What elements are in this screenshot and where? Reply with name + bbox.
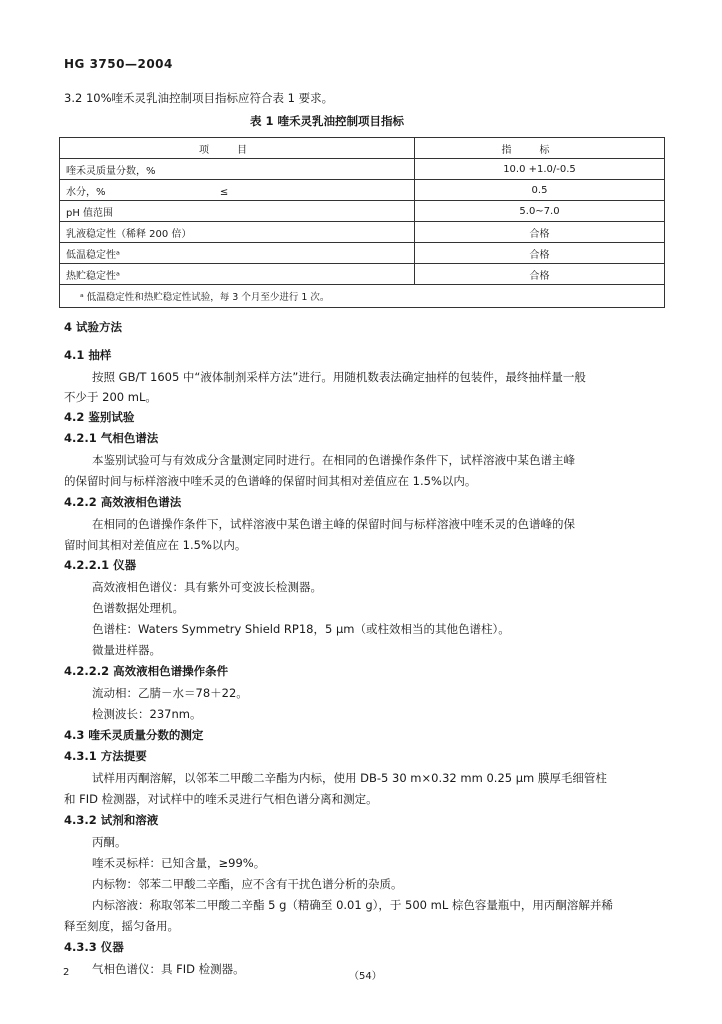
body-line: 4.2 鉴别试验 [64,410,135,424]
table-cell-value: 合格 [415,264,665,285]
table-row [60,222,665,243]
body-line: 色谱数据处理机。 [92,601,184,615]
body-line: 流动相：乙腈－水＝78＋22。 [92,686,248,700]
body-line: 喹禾灵标样：已知含量，≥99%。 [92,856,266,870]
table-cell-value: 5.0~7.0 [415,201,665,222]
table-footnote: ᵃ 低温稳定性和热贮稳定性试验，每 3 个月至少进行 1 次。 [60,285,665,308]
body-line: 和 FID 检测器，对试样中的喹禾灵进行气相色谱分离和测定。 [64,792,378,806]
table-cell-item: 喹禾灵质量分数，% [60,159,415,180]
table-cell-item: 低温稳定性ᵃ [60,243,415,264]
body-line: 4.2.2 高效液相色谱法 [64,495,182,509]
body-line: 4.2.2.1 仪器 [64,558,137,572]
section-3-2-text: 3.2 10%喹禾灵乳油控制项目指标应符合表 1 要求。 [64,91,334,105]
table-cell-item: 水分，% ≤ [60,180,415,201]
body-line: 的保留时间与标样溶液中喹禾灵的色谱峰的保留时间其相对差值应在 1.5%以内。 [64,474,477,488]
body-line: 不少于 200 mL。 [64,390,157,404]
table-cell-item: 乳液稳定性（稀释 200 倍） [60,222,415,243]
body-line: 4.1 抽样 [64,348,112,362]
body-line: 检测波长：237nm。 [92,707,202,721]
body-line: 按照 GB/T 1605 中“液体制剂采样方法”进行。用随机数表法确定抽样的包装件，最终抽样量一般 [92,370,586,384]
spec-table [59,137,665,308]
table-cell-item: pH 值范围 [60,201,415,222]
table-header-item: 项目 [60,138,415,159]
table-cell-value: 合格 [415,243,665,264]
body-line: 本鉴别试验可与有效成分含量测定同时进行。在相同的色谱操作条件下，试样溶液中某色谱主峰 [92,453,575,467]
table-header-value: 指标 [415,138,665,159]
body-line: 4 试验方法 [64,320,123,334]
page-number: 2 [63,967,70,978]
table-footnote-row [60,285,665,308]
table-title: 表 1 喹禾灵乳油控制项目指标 [250,114,405,128]
body-line: 4.3 喹禾灵质量分数的测定 [64,728,204,742]
body-line: 试样用丙酮溶解，以邻苯二甲酸二辛酯为内标，使用 DB-5 30 m×0.32 mm 0.25 μm 膜厚毛细管柱 [92,771,607,785]
table-cell-value: 合格 [415,222,665,243]
table-row [60,264,665,285]
body-line: 内标物：邻苯二甲酸二辛酯，应不含有干扰色谱分析的杂质。 [92,877,403,891]
body-line: 4.2.2.2 高效液相色谱操作条件 [64,664,229,678]
body-line: 释至刻度，摇匀备用。 [64,919,179,933]
table-row [60,180,665,201]
body-line: 4.3.2 试剂和溶液 [64,813,159,827]
body-line: 色谱柱：Waters Symmetry Shield RP18，5 μm（或柱效相当的其他色谱柱）。 [92,622,510,636]
table-header-row [60,138,665,159]
table-row [60,201,665,222]
table-row [60,159,665,180]
body-line: 留时间其相对差值应在 1.5%以内。 [64,538,247,552]
body-line: 高效液相色谱仪：具有紫外可变波长检测器。 [92,580,322,594]
table-cell-item: 热贮稳定性ᵃ [60,264,415,285]
body-line: 4.2.1 气相色谱法 [64,431,159,445]
body-line: 在相同的色谱操作条件下，试样溶液中某色谱主峰的保留时间与标样溶液中喹禾灵的色谱峰的保 [92,517,575,531]
body-line: 丙酮。 [92,835,127,849]
standard-code: HG 3750—2004 [64,57,173,71]
table-cell-value: 10.0 +1.0/-0.5 [415,159,665,180]
body-line: 气相色谱仪：具 FID 检测器。 [92,962,245,976]
table-cell-value: 0.5 [415,180,665,201]
body-line: 微量进样器。 [92,643,161,657]
sequence-number: （54） [349,971,382,982]
table-row [60,243,665,264]
body-line: 4.3.1 方法提要 [64,749,147,763]
body-line: 4.3.3 仪器 [64,940,124,954]
body-line: 内标溶液：称取邻苯二甲酸二辛酯 5 g（精确至 0.01 g），于 500 mL 棕色容量瓶中，用丙酮溶解并稀 [92,898,613,912]
